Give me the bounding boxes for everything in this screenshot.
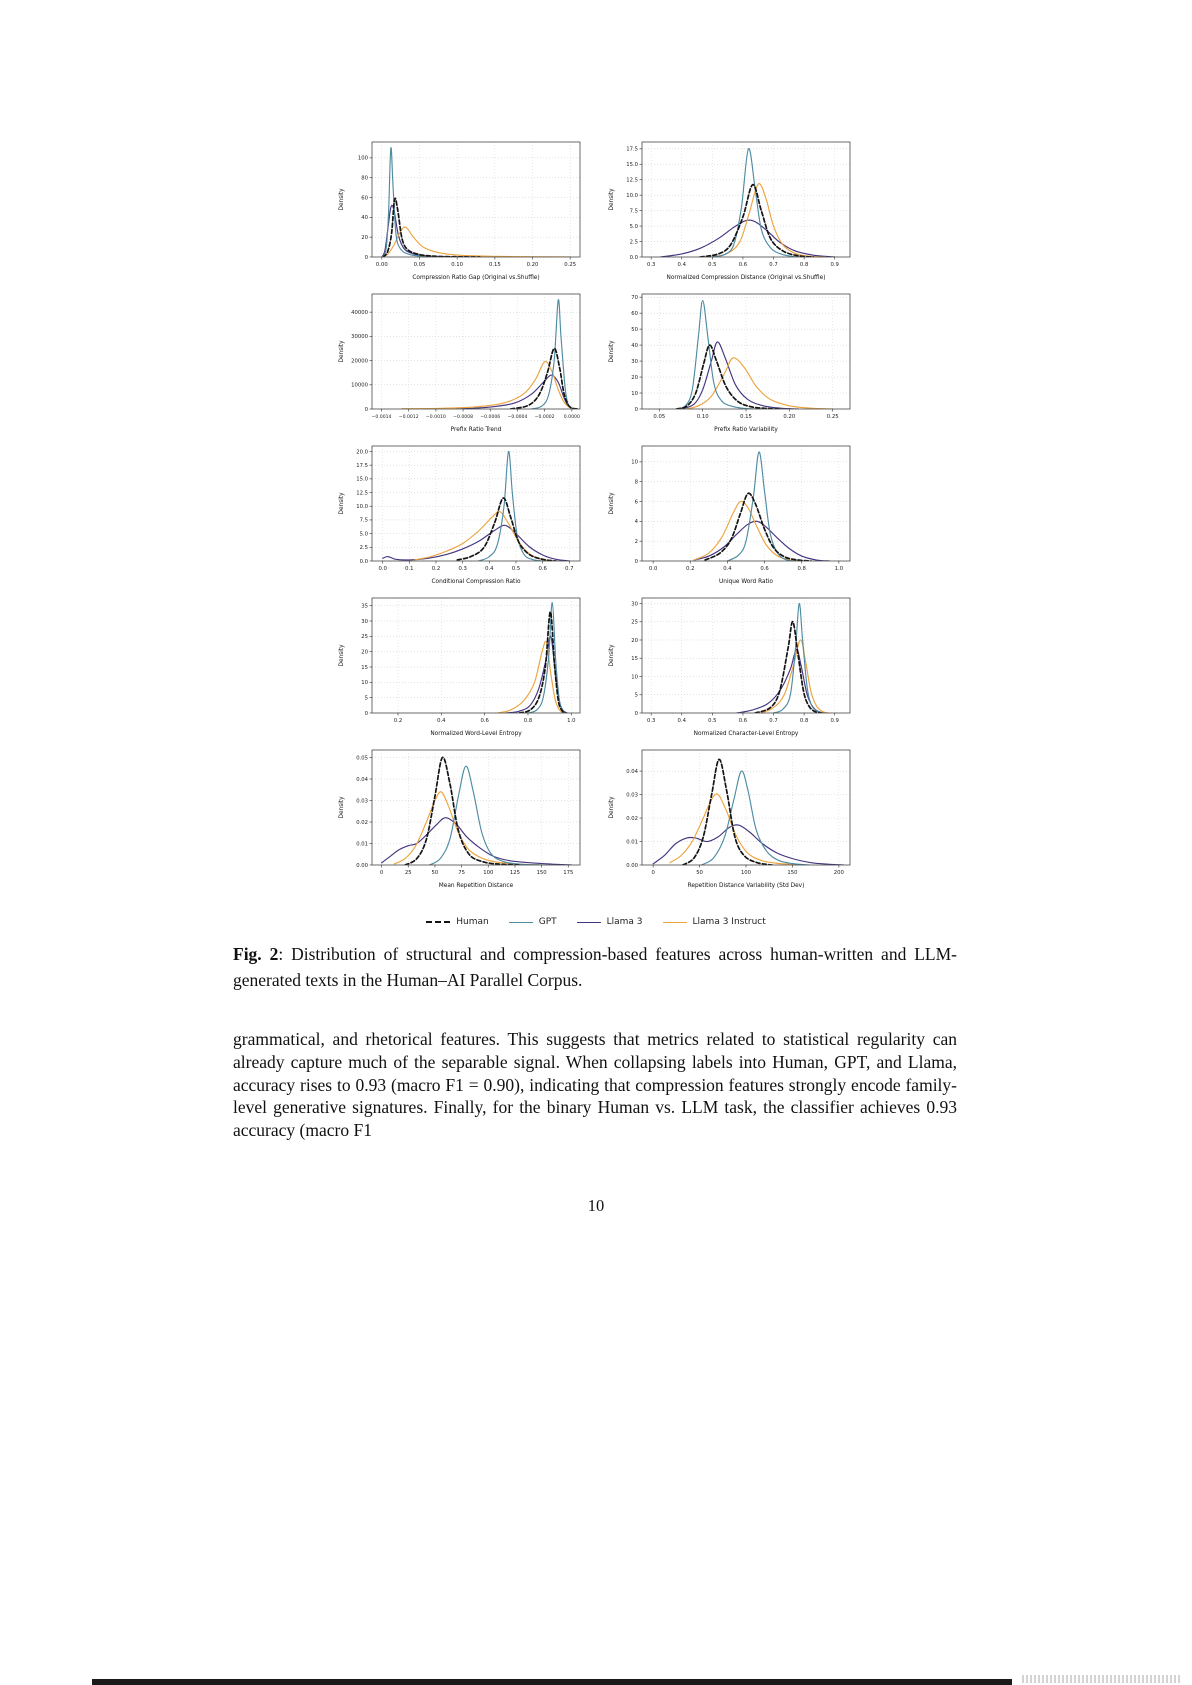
svg-text:Density: Density [339, 796, 345, 819]
svg-text:0.10: 0.10 [696, 414, 709, 420]
svg-text:0.02: 0.02 [626, 815, 638, 822]
svg-text:1.0: 1.0 [834, 566, 844, 572]
svg-text:7.5: 7.5 [359, 517, 368, 524]
svg-text:Unique Word Ratio: Unique Word Ratio [719, 579, 773, 585]
svg-text:0.7: 0.7 [769, 262, 778, 268]
svg-text:25: 25 [631, 619, 638, 626]
page-bottom-artifact [1022, 1675, 1182, 1683]
svg-text:15.0: 15.0 [626, 162, 638, 169]
svg-text:0.6: 0.6 [538, 566, 547, 572]
chart-svg [606, 136, 858, 283]
svg-text:0.02: 0.02 [356, 819, 368, 826]
svg-text:15: 15 [631, 656, 638, 663]
svg-text:0.0000: 0.0000 [563, 415, 580, 420]
svg-text:0: 0 [364, 254, 368, 261]
legend-line-swatch [426, 921, 450, 923]
density-plot-repetition-distance-variability [606, 744, 858, 891]
svg-text:0.0: 0.0 [629, 254, 638, 261]
svg-text:Density: Density [339, 492, 345, 515]
svg-text:−0.0006: −0.0006 [480, 415, 501, 420]
svg-text:10.0: 10.0 [626, 192, 638, 199]
figure-chart-grid [336, 136, 858, 891]
svg-text:Prefix Ratio Variability: Prefix Ratio Variability [714, 427, 778, 433]
density-plot-normalized-character-level-entropy [606, 592, 858, 739]
svg-text:Normalized Compression Distanc: Normalized Compression Distance (Original vs.Shuffle) [666, 275, 826, 281]
svg-text:0.9: 0.9 [830, 262, 839, 268]
svg-text:Conditional Compression Ratio: Conditional Compression Ratio [431, 579, 521, 585]
svg-text:0.6: 0.6 [760, 566, 769, 572]
svg-text:50: 50 [696, 870, 703, 876]
svg-text:Repetition Distance Variabilit: Repetition Distance Variability (Std Dev) [687, 883, 805, 889]
density-plot-prefix-ratio-trend [336, 288, 588, 435]
svg-text:0.3: 0.3 [646, 718, 656, 724]
svg-text:2.5: 2.5 [629, 239, 638, 246]
svg-text:0: 0 [364, 710, 368, 717]
svg-text:Density: Density [609, 796, 615, 819]
legend-label: Llama 3 [606, 917, 643, 927]
svg-text:50: 50 [631, 326, 638, 333]
svg-text:0.4: 0.4 [723, 566, 732, 572]
legend-item-human [426, 917, 488, 927]
svg-text:5.0: 5.0 [359, 531, 368, 538]
svg-text:20.0: 20.0 [356, 449, 368, 456]
svg-text:100: 100 [483, 870, 494, 876]
legend-line-swatch [509, 922, 533, 923]
chart-svg [336, 592, 588, 739]
chart-svg [606, 744, 858, 891]
svg-text:0.04: 0.04 [356, 776, 368, 783]
svg-text:30: 30 [631, 358, 638, 365]
svg-text:Density: Density [609, 644, 615, 667]
chart-svg [336, 136, 588, 283]
svg-text:0.25: 0.25 [564, 262, 577, 268]
svg-text:0.6: 0.6 [738, 262, 748, 268]
svg-text:0.04: 0.04 [626, 768, 638, 775]
svg-text:150: 150 [536, 870, 547, 876]
svg-text:8: 8 [634, 479, 638, 486]
svg-text:30: 30 [631, 601, 638, 608]
legend-item-llama-3-instruct [663, 917, 766, 927]
svg-text:0.2: 0.2 [686, 566, 695, 572]
legend-item-llama-3 [577, 917, 643, 927]
legend-label: Llama 3 Instruct [692, 917, 766, 927]
svg-text:−0.0008: −0.0008 [453, 415, 474, 420]
svg-text:20000: 20000 [351, 358, 368, 365]
density-plot-normalized-compression-distance [606, 136, 858, 283]
density-plot-unique-word-ratio [606, 440, 858, 587]
svg-text:0.7: 0.7 [565, 566, 574, 572]
svg-text:30: 30 [361, 618, 368, 625]
density-plot-normalized-word-level-entropy [336, 592, 588, 739]
svg-text:0.5: 0.5 [708, 718, 717, 724]
chart-svg [606, 440, 858, 587]
svg-text:0.03: 0.03 [626, 792, 638, 799]
svg-text:10: 10 [361, 680, 368, 687]
svg-text:25: 25 [361, 634, 368, 641]
svg-text:−0.0004: −0.0004 [507, 415, 528, 420]
svg-text:60: 60 [631, 310, 638, 317]
svg-text:0.5: 0.5 [511, 566, 521, 572]
legend-item-gpt [509, 917, 557, 927]
svg-text:0.15: 0.15 [740, 414, 752, 420]
svg-text:40000: 40000 [351, 309, 368, 316]
svg-text:0.5: 0.5 [708, 262, 717, 268]
legend-line-swatch [577, 922, 601, 923]
svg-text:−0.0014: −0.0014 [371, 415, 392, 420]
svg-text:0.8: 0.8 [523, 718, 533, 724]
svg-text:0: 0 [634, 406, 638, 413]
svg-text:Mean Repetition Distance: Mean Repetition Distance [438, 883, 514, 889]
svg-text:12.5: 12.5 [626, 177, 638, 184]
legend-label: GPT [538, 917, 557, 927]
svg-text:0.10: 0.10 [451, 262, 464, 268]
svg-text:Density: Density [609, 492, 615, 515]
svg-text:Density: Density [609, 188, 615, 211]
svg-text:0.6: 0.6 [738, 718, 748, 724]
svg-text:20: 20 [361, 649, 368, 656]
svg-text:25: 25 [404, 870, 412, 876]
svg-text:Density: Density [339, 188, 345, 211]
svg-text:20: 20 [361, 234, 368, 241]
svg-text:40: 40 [631, 342, 638, 349]
svg-text:0.8: 0.8 [799, 262, 809, 268]
svg-text:70: 70 [631, 294, 638, 301]
svg-text:10: 10 [631, 674, 638, 681]
svg-text:150: 150 [787, 870, 798, 876]
svg-text:2: 2 [634, 538, 638, 545]
svg-text:0.3: 0.3 [646, 262, 656, 268]
figure-caption-label: Fig. 2 [233, 944, 279, 964]
svg-text:0: 0 [651, 870, 655, 876]
svg-text:0.00: 0.00 [626, 862, 638, 869]
svg-text:0.05: 0.05 [653, 414, 666, 420]
svg-text:60: 60 [361, 195, 368, 202]
svg-text:2.5: 2.5 [359, 545, 368, 552]
svg-text:−0.0010: −0.0010 [425, 415, 446, 420]
svg-text:Compression Ratio Gap (Origina: Compression Ratio Gap (Original vs.Shuffle) [412, 275, 540, 281]
svg-text:0: 0 [379, 870, 384, 876]
svg-text:20: 20 [631, 374, 638, 381]
svg-text:0.00: 0.00 [375, 262, 388, 268]
svg-text:6: 6 [634, 499, 638, 506]
chart-svg [336, 440, 588, 587]
svg-text:0.05: 0.05 [356, 755, 368, 762]
svg-text:0: 0 [634, 710, 638, 717]
svg-text:−0.0012: −0.0012 [398, 415, 419, 420]
chart-svg [606, 592, 858, 739]
svg-text:30000: 30000 [351, 334, 368, 341]
svg-text:0.0: 0.0 [648, 566, 658, 572]
svg-text:35: 35 [361, 603, 368, 610]
figure-caption-text: : Distribution of structural and compression-based features across human-written and LLM-generated texts in the Human–AI Parallel Corpus. [233, 944, 957, 990]
svg-text:10: 10 [631, 459, 638, 466]
svg-text:0.2: 0.2 [393, 718, 403, 724]
svg-text:0.8: 0.8 [797, 566, 806, 572]
svg-text:0.20: 0.20 [526, 262, 539, 268]
svg-text:10.0: 10.0 [356, 504, 368, 511]
svg-text:7.5: 7.5 [629, 208, 638, 215]
svg-text:Density: Density [339, 644, 345, 667]
svg-text:0.03: 0.03 [356, 798, 368, 805]
svg-text:Density: Density [339, 340, 345, 363]
figure-caption [233, 942, 957, 994]
svg-text:5: 5 [364, 695, 368, 702]
density-plot-mean-repetition-distance [336, 744, 588, 891]
svg-text:20: 20 [631, 637, 638, 644]
chart-svg [336, 744, 588, 891]
svg-text:0: 0 [364, 406, 368, 413]
svg-text:0.15: 0.15 [488, 262, 501, 268]
svg-text:1.0: 1.0 [567, 718, 576, 724]
svg-text:0.05: 0.05 [413, 262, 426, 268]
svg-text:125: 125 [509, 870, 520, 876]
svg-text:175: 175 [563, 870, 574, 876]
page-number: 10 [587, 1196, 605, 1215]
body-paragraph: grammatical, and rhetorical features. This suggests that metrics related to statistical regularity can already capture much of the separable signal. When collapsing labels into Human, GPT, and Llama, accuracy rises to 0.93 (macro F1 = 0.90), indicating that compression features strongly encode family-level generative signatures. Finally, for the binary Human vs. LLM task, the classifier achieves 0.93 accuracy (macro F1 [233, 1029, 957, 1140]
svg-text:0.4: 0.4 [677, 262, 686, 268]
svg-text:Normalized Character-Level Ent: Normalized Character-Level Entropy [693, 731, 799, 737]
figure-legend [0, 917, 1192, 927]
svg-text:0.0: 0.0 [359, 558, 368, 565]
svg-text:Prefix Ratio Trend: Prefix Ratio Trend [450, 427, 502, 433]
svg-text:0.3: 0.3 [458, 566, 467, 572]
svg-text:5.0: 5.0 [629, 223, 638, 230]
svg-text:80: 80 [361, 175, 368, 182]
svg-text:0.1: 0.1 [405, 566, 414, 572]
svg-text:4: 4 [634, 519, 638, 526]
svg-text:40: 40 [361, 215, 368, 222]
svg-text:75: 75 [458, 870, 465, 876]
svg-text:5: 5 [634, 692, 638, 699]
svg-text:0.4: 0.4 [485, 566, 494, 572]
svg-text:0.8: 0.8 [799, 718, 809, 724]
svg-text:Density: Density [609, 340, 615, 363]
svg-text:−0.0002: −0.0002 [534, 415, 555, 420]
legend-label: Human [456, 917, 489, 927]
density-plot-compression-ratio-gap [336, 136, 588, 283]
svg-text:17.5: 17.5 [356, 462, 368, 469]
svg-text:50: 50 [431, 870, 439, 876]
svg-text:Normalized Word-Level Entropy: Normalized Word-Level Entropy [430, 731, 522, 737]
svg-text:0.01: 0.01 [626, 839, 638, 846]
density-plot-conditional-compression-ratio [336, 440, 588, 587]
svg-text:10000: 10000 [351, 382, 368, 389]
svg-text:0.4: 0.4 [437, 718, 446, 724]
svg-text:0.7: 0.7 [769, 718, 778, 724]
svg-text:100: 100 [357, 155, 368, 162]
svg-text:17.5: 17.5 [626, 146, 638, 153]
svg-text:0: 0 [634, 558, 638, 565]
svg-text:0.9: 0.9 [830, 718, 839, 724]
chart-svg [606, 288, 858, 435]
svg-text:100: 100 [740, 870, 752, 876]
svg-text:0.0: 0.0 [378, 566, 387, 572]
svg-text:15.0: 15.0 [356, 476, 368, 483]
svg-text:0.25: 0.25 [826, 414, 839, 420]
svg-text:0.01: 0.01 [356, 841, 368, 848]
svg-text:0.6: 0.6 [480, 718, 489, 724]
svg-text:0.4: 0.4 [677, 718, 686, 724]
svg-text:12.5: 12.5 [356, 490, 368, 497]
svg-text:0.00: 0.00 [356, 862, 368, 869]
svg-text:10: 10 [631, 390, 638, 397]
density-plot-prefix-ratio-variability [606, 288, 858, 435]
svg-text:200: 200 [833, 870, 844, 876]
svg-text:0.20: 0.20 [783, 414, 796, 420]
next-page-edge [92, 1679, 1012, 1685]
chart-svg [336, 288, 588, 435]
svg-text:15: 15 [361, 664, 368, 671]
legend-line-swatch [663, 922, 687, 923]
svg-text:0.2: 0.2 [431, 566, 441, 572]
